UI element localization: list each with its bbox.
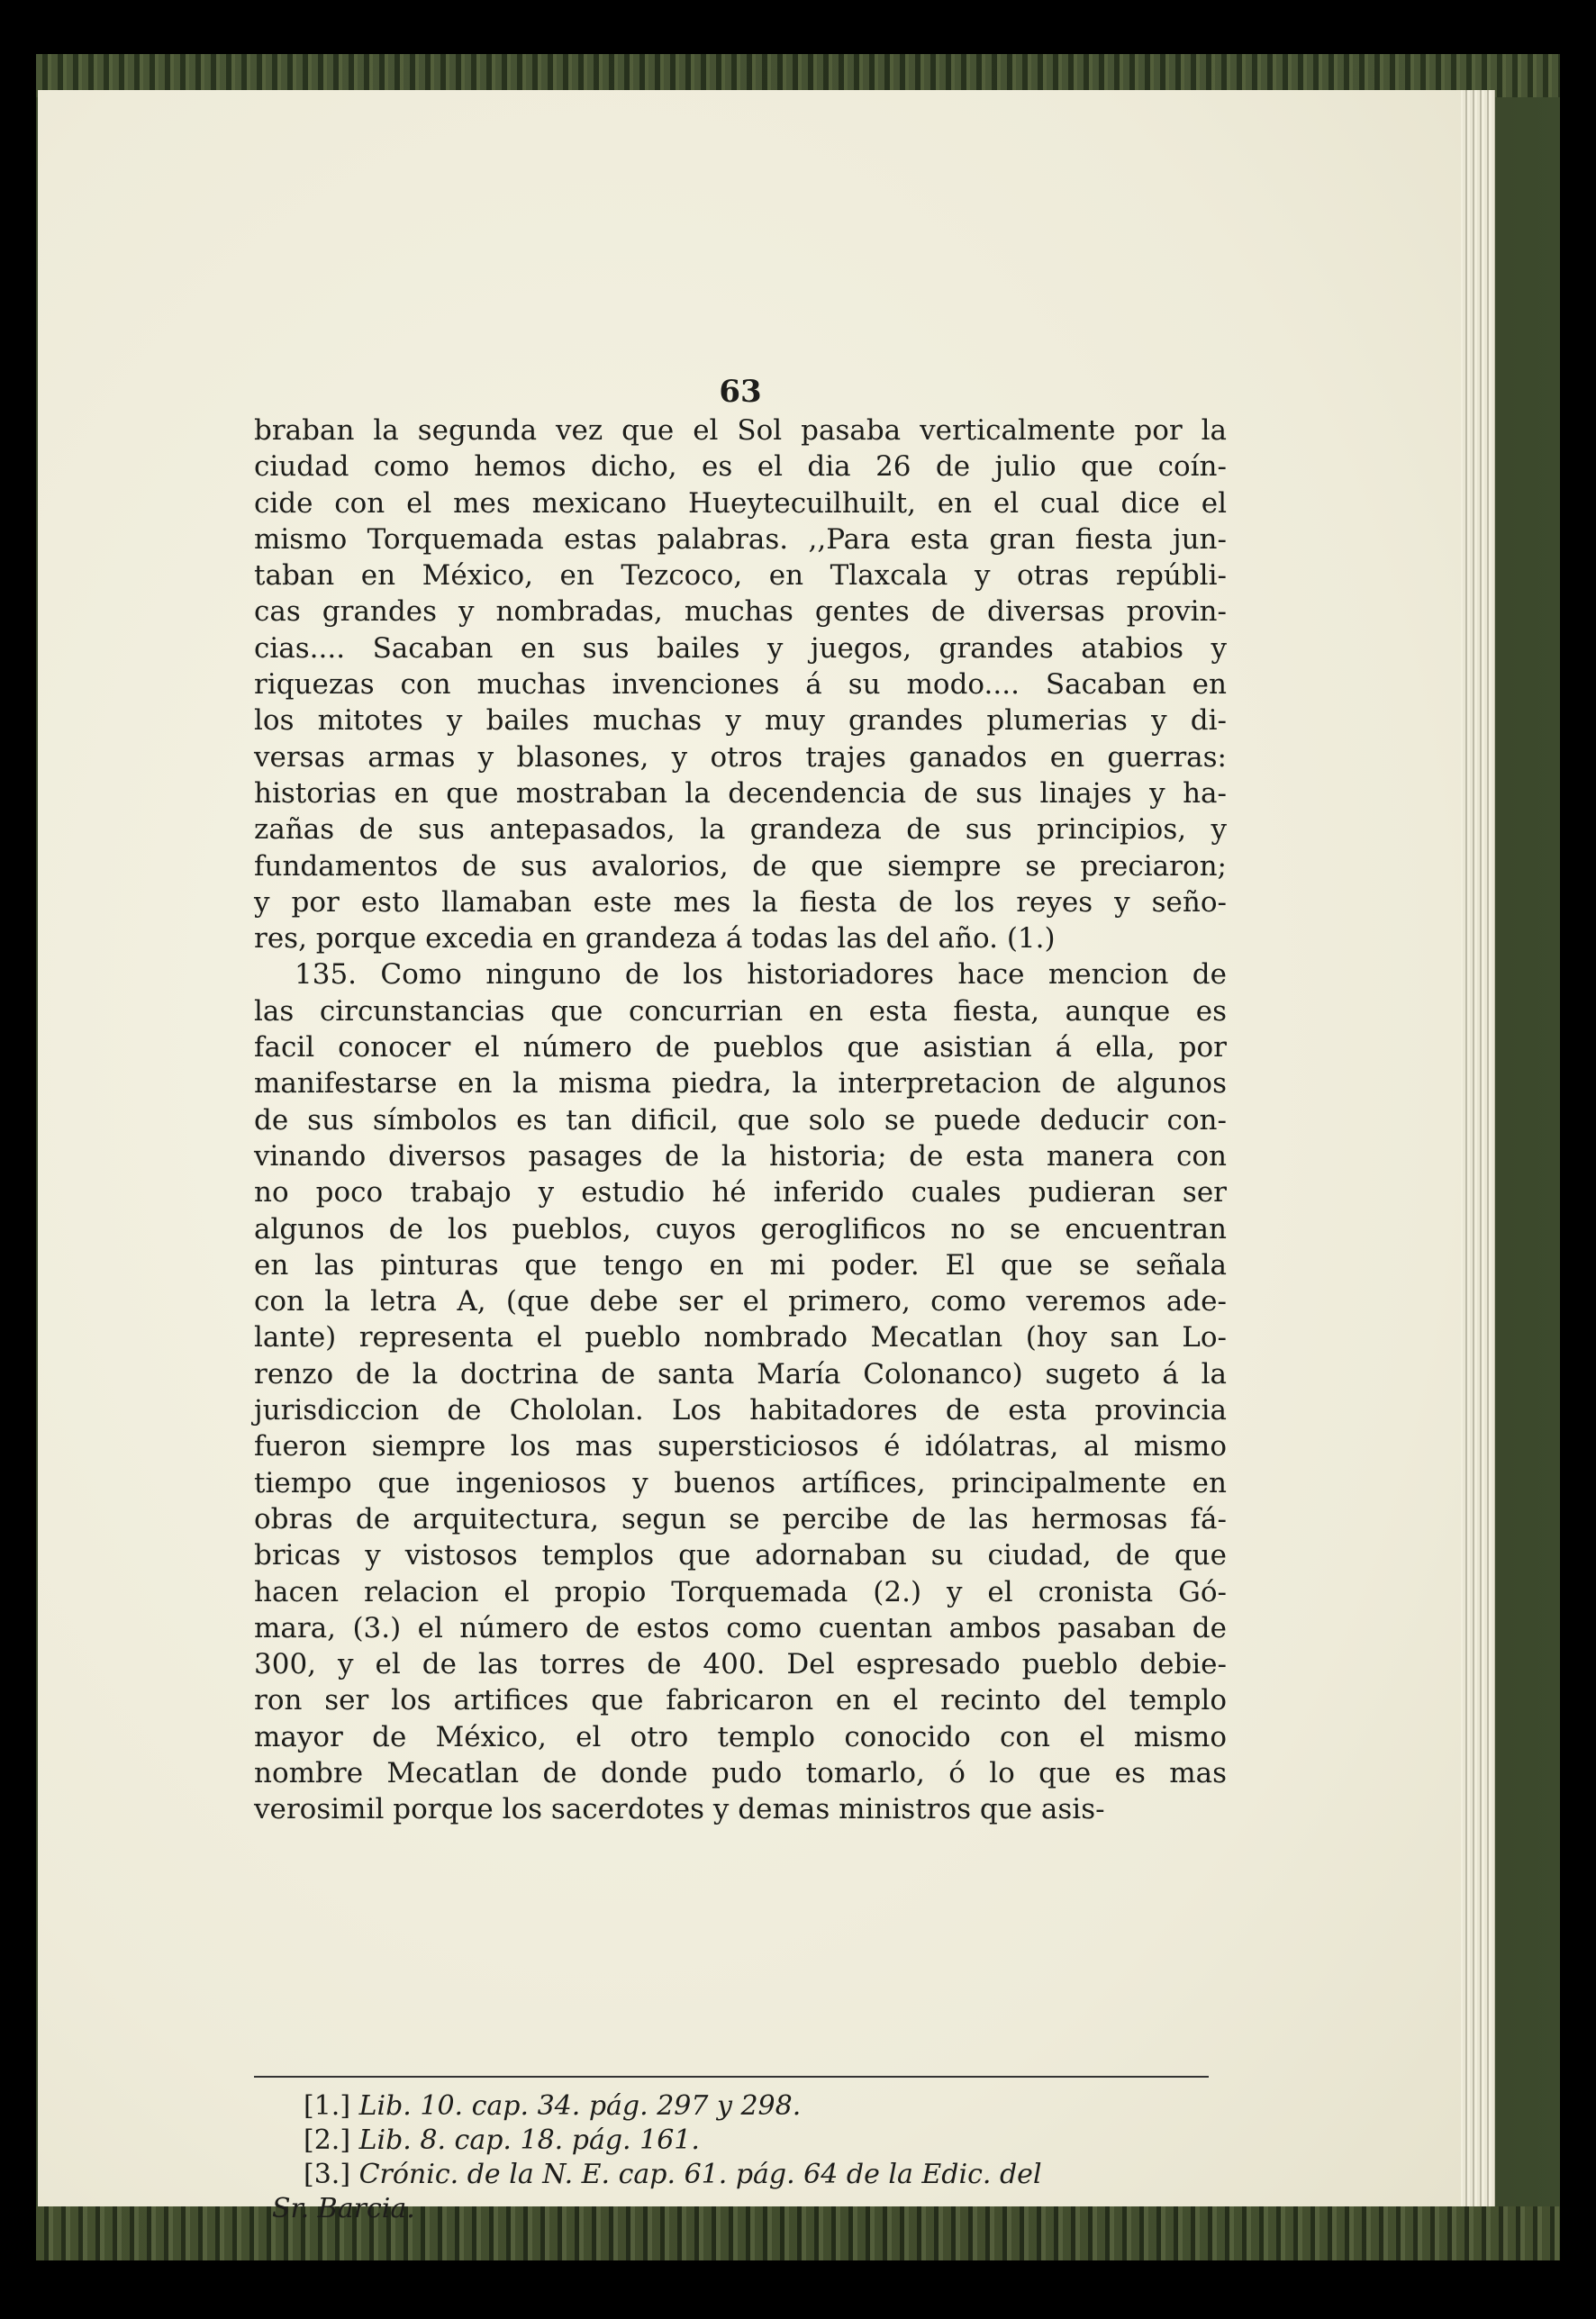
text-line: con la letra A, (que debe ser el primero, como veremos ade-	[254, 1285, 1227, 1318]
text-line: bricas y vistosos templos que adornaban su ciudad, de que	[254, 1539, 1227, 1572]
text-line: 135. Como ninguno de los historiadores hace mencion de	[295, 958, 1227, 992]
text-line: historias en que mostraban la decendencia de sus linajes y ha-	[254, 776, 1227, 810]
body-text	[254, 412, 1227, 1828]
footnote	[254, 2124, 1227, 2158]
text-line: fueron siempre los mas supersticiosos é idólatras, al mismo	[254, 1430, 1227, 1463]
text-line: cias.... Sacaban en sus bailes y juegos, grandes atabios y	[254, 631, 1227, 665]
text-line: lante) representa el pueblo nombrado Mecatlan (hoy san Lo-	[254, 1321, 1227, 1354]
text-line: res, porque excedia en grandeza á todas las del año. (1.)	[254, 922, 1056, 956]
footnote	[254, 2089, 1227, 2124]
footnote-continuation: Sr. Barcia.	[272, 2193, 415, 2224]
text-line: taban en México, en Tezcoco, en Tlaxcala y otras repúbli-	[254, 559, 1227, 593]
text-line: 300, y el de las torres de 400. Del espresado pueblo debie-	[254, 1648, 1227, 1681]
text-line: facil conocer el número de pueblos que asistian á ella, por	[254, 1031, 1227, 1064]
footnote-rule	[254, 2076, 1209, 2078]
footnote	[254, 2158, 1227, 2192]
text-line: renzo de la doctrina de santa María Colonanco) sugeto á la	[254, 1357, 1227, 1390]
book-page	[38, 90, 1461, 2224]
text-line: zañas de sus antepasados, la grandeza de sus principios, y	[254, 813, 1227, 847]
text-line: y por esto llamaban este mes la fiesta de los reyes y seño-	[254, 885, 1227, 919]
text-line: mara, (3.) el número de estos como cuentan ambos pasaban de	[254, 1611, 1227, 1644]
text-line: fundamentos de sus avalorios, de que siempre se preciaron;	[254, 849, 1227, 883]
text-line: en las pinturas que tengo en mi poder. El que se señala	[254, 1248, 1227, 1282]
text-line: cide con el mes mexicano Hueytecuilhuilt, en el cual dice el	[254, 486, 1227, 520]
footnote-reference: Crónic. de la N. E. cap. 61. pág. 64 de la Edic. del	[358, 2159, 1042, 2190]
text-line: los mitotes y bailes muchas y muy grandes plumerias y di-	[254, 704, 1227, 738]
text-line: ron ser los artifices que fabricaron en el recinto del templo	[254, 1684, 1227, 1717]
text-line: no poco trabajo y estudio hé inferido cuales pudieran ser	[254, 1176, 1227, 1209]
text-line: riquezas con muchas invenciones á su modo.... Sacaban en	[254, 668, 1227, 702]
text-line: ciudad como hemos dicho, es el dia 26 de julio que coín-	[254, 450, 1227, 484]
text-line: cas grandes y nombradas, muchas gentes de diversas provin-	[254, 595, 1227, 629]
text-line: las circunstancias que concurrian en esta fiesta, aunque es	[254, 994, 1227, 1028]
text-line: nombre Mecatlan de donde pudo tomarlo, ó lo que es mas	[254, 1756, 1227, 1789]
footnote-reference: Lib. 8. cap. 18. pág. 161.	[358, 2124, 700, 2156]
footnote-reference: Lib. 10. cap. 34. pág. 297 y 298.	[358, 2090, 802, 2122]
footnote-mark: [1.]	[304, 2090, 351, 2122]
footnote-mark: [2.]	[304, 2124, 351, 2156]
page-number: 63	[719, 374, 762, 410]
text-line: vinando diversos pasages de la historia; de esta manera con	[254, 1139, 1227, 1173]
text-line: obras de arquitectura, segun se percibe de las hermosas fá-	[254, 1502, 1227, 1535]
text-line: jurisdiccion de Chololan. Los habitadores de esta provincia	[254, 1394, 1227, 1427]
text-line: manifestarse en la misma piedra, la interpretacion de algunos	[254, 1067, 1227, 1101]
footnotes	[254, 2089, 1227, 2226]
text-line: algunos de los pueblos, cuyos geroglificos no se encuentran	[254, 1212, 1227, 1246]
text-line: mismo Torquemada estas palabras. ,,Para esta gran fiesta jun-	[254, 522, 1227, 556]
text-line: hacen relacion el propio Torquemada (2.) y el cronista Gó-	[254, 1575, 1227, 1608]
footnote-mark: [3.]	[304, 2159, 351, 2190]
text-line: mayor de México, el otro templo conocido con el mismo	[254, 1720, 1227, 1753]
text-line: verosimil porque los sacerdotes y demas ministros que asis-	[254, 1793, 1105, 1826]
text-line: braban la segunda vez que el Sol pasaba verticalmente por la	[254, 414, 1227, 447]
text-line: tiempo que ingeniosos y buenos artífices, principalmente en	[254, 1466, 1227, 1499]
text-line: versas armas y blasones, y otros trajes ganados en guerras:	[254, 740, 1227, 774]
text-line: de sus símbolos es tan dificil, que solo se puede deducir con-	[254, 1103, 1227, 1137]
